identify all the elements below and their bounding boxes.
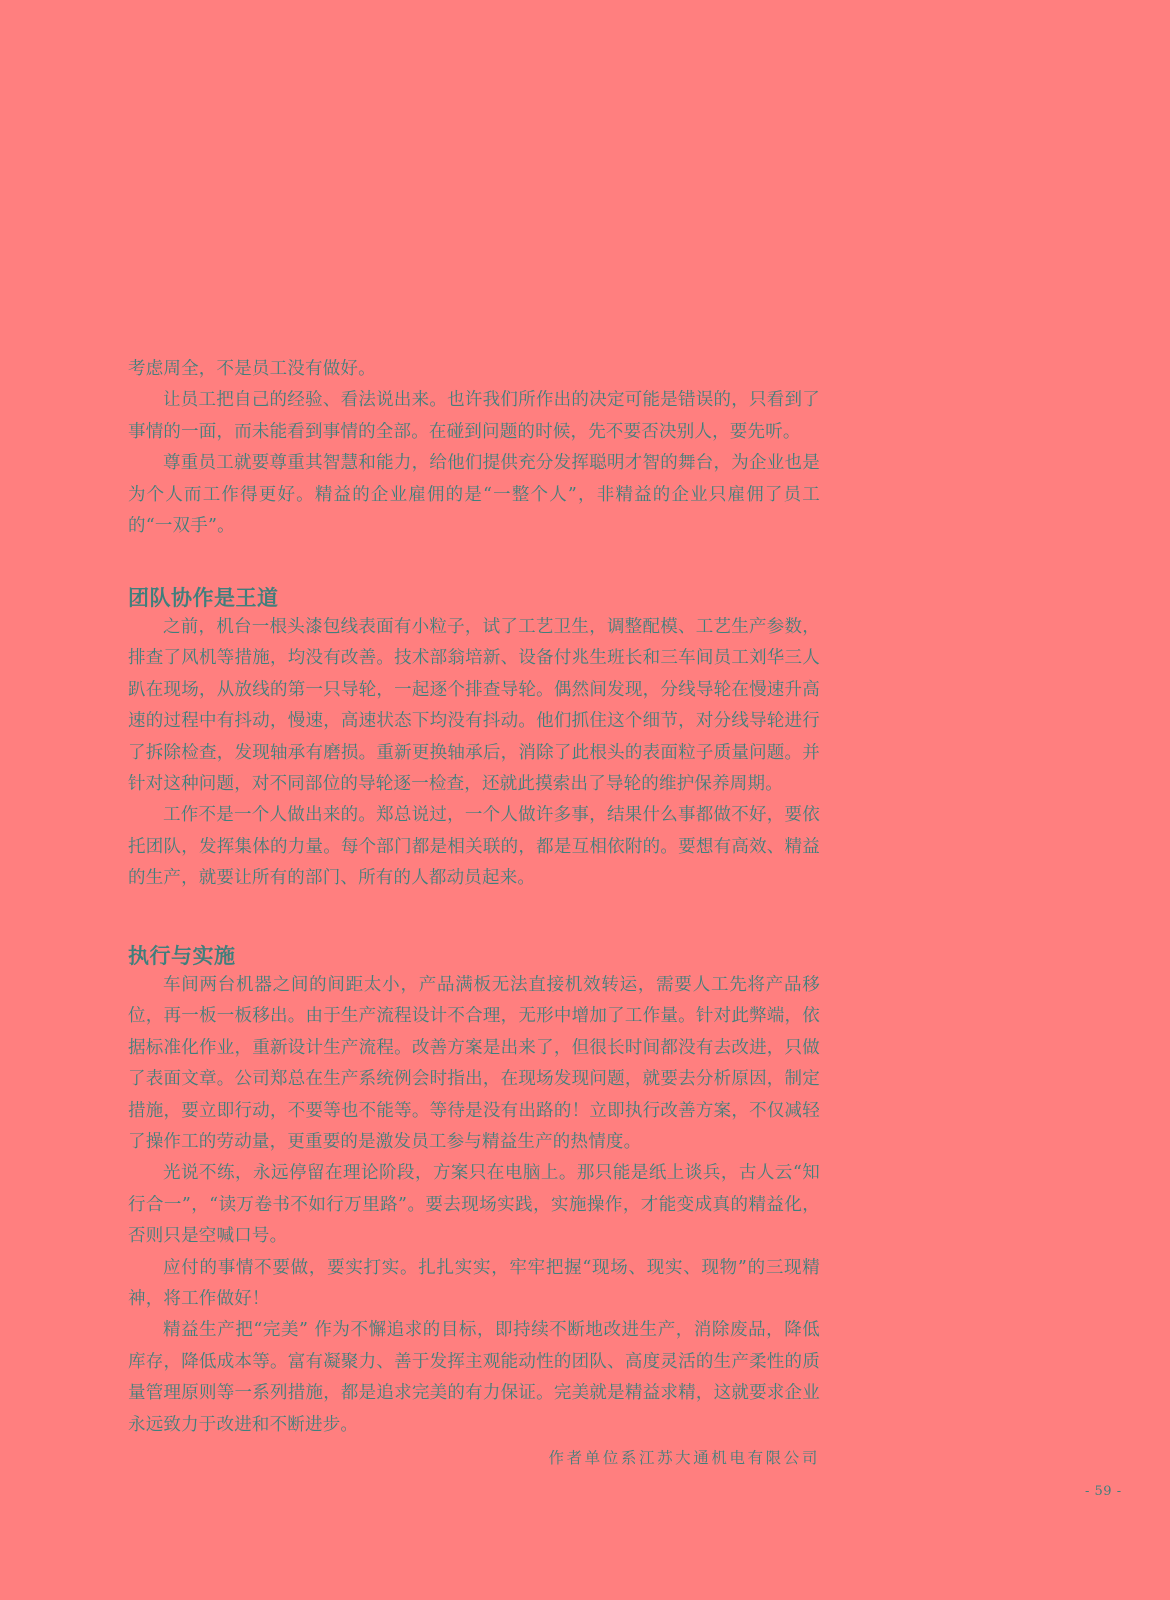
body-paragraph: 光说不练，永远停留在理论阶段，方案只在电脑上。那只能是纸上谈兵，古人云“知行合一”，“读万卷书不如行万里路”。要去现场实践，实施操作，才能变成真的精益化，否则只是空喊口号。 (128, 1163, 820, 1247)
section-teamwork (128, 584, 820, 895)
page-number: - 59 - (1085, 1484, 1122, 1499)
intro-block (128, 354, 820, 542)
body-paragraph: 车间两台机器之间的间距太小，产品满板无法直接机效转运，需要人工先将产品移位，再一板一板移出。由于生产流程设计不合理，无形中增加了工作量。针对此弊端，依据标准化作业，重新设计生产流程。改善方案是出来了，但很长时间都没有去改进，只做了表面文章。公司郑总在生产系统例会时指出，在现场发现问题，就要去分析原因，制定措施，要立即行动，不要等也不能等。等待是没有出路的！立即执行改善方案，不仅减轻了操作工的劳动量，更重要的是激发员工参与精益生产的热情度。 (128, 975, 820, 1153)
intro-paragraph: 尊重员工就要尊重其智慧和能力，给他们提供充分发挥聪明才智的舞台，为企业也是为个人而工作得更好。精益的企业雇佣的是“一整个人”，非精益的企业只雇佣了员工的“一双手”。 (128, 453, 820, 537)
section-execution (128, 942, 820, 1441)
body-paragraph: 应付的事情不要做，要实打实。扎扎实实，牢牢把握“现场、现实、现物”的三现精神，将工作做好！ (128, 1257, 820, 1310)
section-heading: 团队协作是王道 (128, 586, 279, 610)
body-paragraph: 工作不是一个人做出来的。郑总说过，一个人做许多事，结果什么事都做不好，要依托团队，发挥集体的力量。每个部门都是相关联的，都是互相依附的。要想有高效、精益的生产，就要让所有的部门、所有的人都动员起来。 (128, 805, 820, 889)
author-affiliation: 作者单位系江苏大通机电有限公司 (548, 1449, 820, 1467)
intro-paragraph: 让员工把自己的经验、看法说出来。也许我们所作出的决定可能是错误的，只看到了事情的一面，而未能看到事情的全部。在碰到问题的时候，先不要否决别人，要先听。 (128, 390, 820, 442)
intro-paragraph: 考虑周全，不是员工没有做好。 (128, 359, 376, 379)
body-paragraph: 精益生产把“完美” 作为不懈追求的目标，即持续不断地改进生产，消除废品，降低库存，降低成本等。富有凝聚力、善于发挥主观能动性的团队、高度灵活的生产柔性的质量管理原则等一系列措施，都是追求完美的有力保证。完美就是精益求精，这就要求企业永远致力于改进和不断进步。 (128, 1320, 820, 1435)
section-heading: 执行与实施 (128, 944, 236, 968)
body-paragraph: 之前，机台一根头漆包线表面有小粒子，试了工艺卫生，调整配模、工艺生产参数，排查了风机等措施，均没有改善。技术部翁培新、设备付兆生班长和三车间员工刘华三人趴在现场，从放线的第一只导轮，一起逐个排查导轮。偶然间发现，分线导轮在慢速升高速的过程中有抖动，慢速，高速状态下均没有抖动。他们抓住这个细节，对分线导轮进行了拆除检查，发现轴承有磨损。重新更换轴承后，消除了此根头的表面粒子质量问题。并针对这种问题，对不同部位的导轮逐一检查，还就此摸索出了导轮的维护保养周期。 (128, 617, 820, 795)
